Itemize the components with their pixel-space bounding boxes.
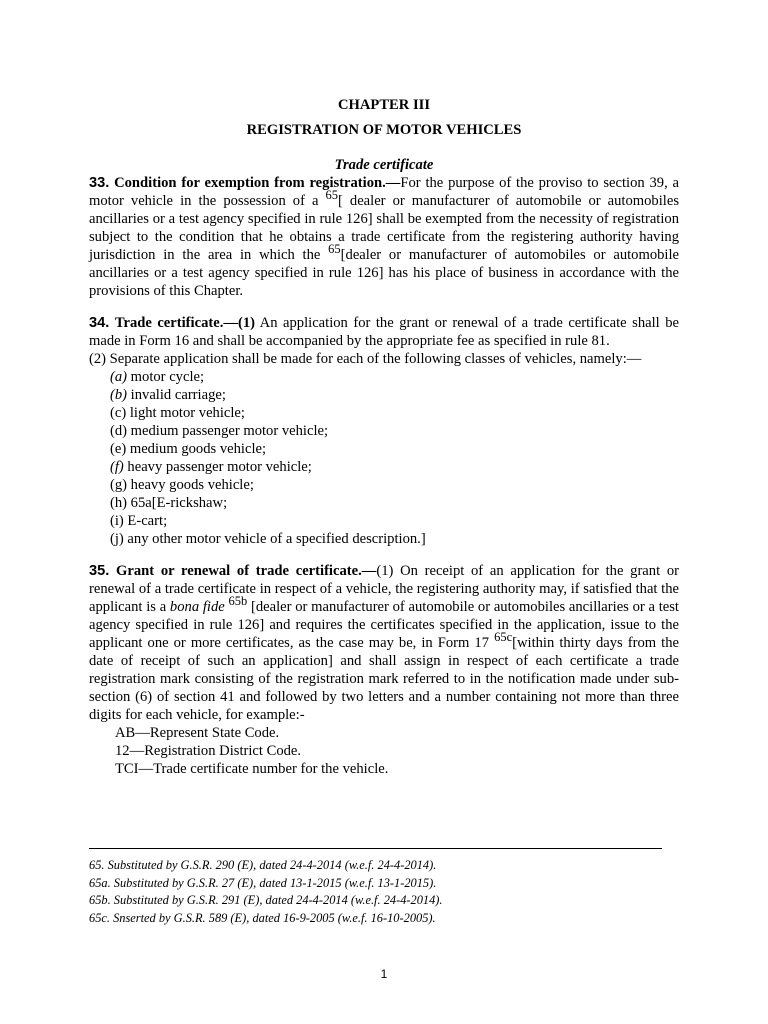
- section-34-number: 34.: [89, 315, 110, 331]
- footnote-ref-65c: 65c: [494, 630, 513, 644]
- section-33-text-3: [dealer or manufacturer of automobiles or automobile ancillaries or a test agency specified in rule 126] has his place of business in accordance with the provisions of this Chapter.: [89, 247, 679, 299]
- page-number: 1: [380, 967, 388, 981]
- section-34-sub-2: (2) Separate application shall be made for each of the following classes of vehicles, namely:—: [89, 351, 642, 367]
- footnote-divider: [89, 848, 662, 849]
- section-subtitle: Trade certificate: [334, 157, 434, 173]
- list-item: (b) invalid carriage;: [110, 387, 226, 403]
- vehicle-class-list: [110, 368, 679, 548]
- footnote: 65c. Snserted by G.S.R. 589 (E), dated 16-9-2005 (w.e.f. 16-10-2005).: [89, 910, 436, 925]
- footnote-ref-65b: 65b: [228, 594, 248, 608]
- example-line: 12—Registration District Code.: [115, 743, 302, 759]
- footnote-ref-65-second: 65: [328, 242, 341, 256]
- section-33: [89, 174, 679, 300]
- section-35-number: 35.: [89, 563, 110, 579]
- section-35: [89, 562, 679, 724]
- example-line: TCI—Trade certificate number for the vehicle.: [115, 761, 389, 777]
- footnote: 65. Substituted by G.S.R. 290 (E), dated 24-4-2014 (w.e.f. 24-4-2014).: [89, 858, 437, 872]
- list-item: (j) any other motor vehicle of a specified description.]: [110, 531, 426, 547]
- section-34-heading: Trade certificate.—: [114, 315, 238, 331]
- bona-fide-term: bona fide: [169, 599, 225, 615]
- footnote-ref-65: 65: [325, 188, 338, 202]
- chapter-number: CHAPTER III: [337, 97, 431, 113]
- list-item: (c) light motor vehicle;: [110, 405, 245, 421]
- section-34-sub-1: (1): [237, 315, 255, 331]
- section-33-number: 33.: [89, 175, 110, 191]
- list-item: (e) medium goods vehicle;: [110, 441, 267, 457]
- section-35-heading: Grant or renewal of trade certificate.—: [116, 563, 377, 579]
- list-item: (f) heavy passenger motor vehicle;: [110, 459, 312, 475]
- chapter-title: REGISTRATION OF MOTOR VEHICLES: [246, 122, 522, 138]
- section-33-heading: Condition for exemption from registration.—: [114, 175, 401, 191]
- footnote: 65b. Substituted by G.S.R. 291 (E), dated 24-4-2014 (w.e.f. 24-4-2014).: [89, 893, 443, 907]
- section-34: [89, 314, 679, 350]
- list-item: (i) E-cart;: [110, 513, 168, 529]
- section-34-text-1: An application for the grant or renewal of a trade certificate shall be made in Form 16 and shall be accompanied by the appropriate fee as specified in rule 81.: [89, 315, 679, 349]
- list-item: (a) motor cycle;: [110, 369, 205, 385]
- example-line: AB—Represent State Code.: [115, 725, 280, 741]
- section-35-text-1: (1) On receipt of an application for the grant or renewal of a trade certificate in respect of a vehicle, the registering authority may, if satisfied that the applicant is a: [89, 563, 680, 615]
- list-item: (h) 65a[E-rickshaw;: [110, 495, 228, 511]
- section-33-text-2: [ dealer or manufacturer of automobile or automobiles ancillaries or a test agency specified in rule 126] shall be exempted from the necessity of registration subject to the condition that he obtains a trade certificate from the registering authority having jurisdiction in the area in which the: [89, 193, 679, 263]
- footnote: 65a. Substituted by G.S.R. 27 (E), dated 13-1-2015 (w.e.f. 13-1-2015).: [89, 875, 437, 890]
- section-35-text-2: [dealer or manufacturer of automobile or automobiles ancillaries or a test agency specified in rule 126] and requires the certificates specified in the application, issue to the applicant one or more certificates, as the case may be, in Form 17: [89, 599, 679, 651]
- list-item: (d) medium passenger motor vehicle;: [110, 423, 329, 439]
- section-33-text-1: For the purpose of the proviso to section 39, a motor vehicle in the possession of a: [89, 175, 679, 209]
- footnotes: [89, 857, 443, 927]
- section-35-text-3: [within thirty days from the date of receipt of such an application] and shall assign in respect of each certificate a trade registration mark consisting of the registration mark referred to in the notification made under sub-section (6) of section 41 and followed by two letters and a number containing not more than three digits for each vehicle, for example:-: [89, 635, 679, 723]
- document-body: [89, 96, 679, 778]
- list-item: (g) heavy goods vehicle;: [110, 477, 254, 493]
